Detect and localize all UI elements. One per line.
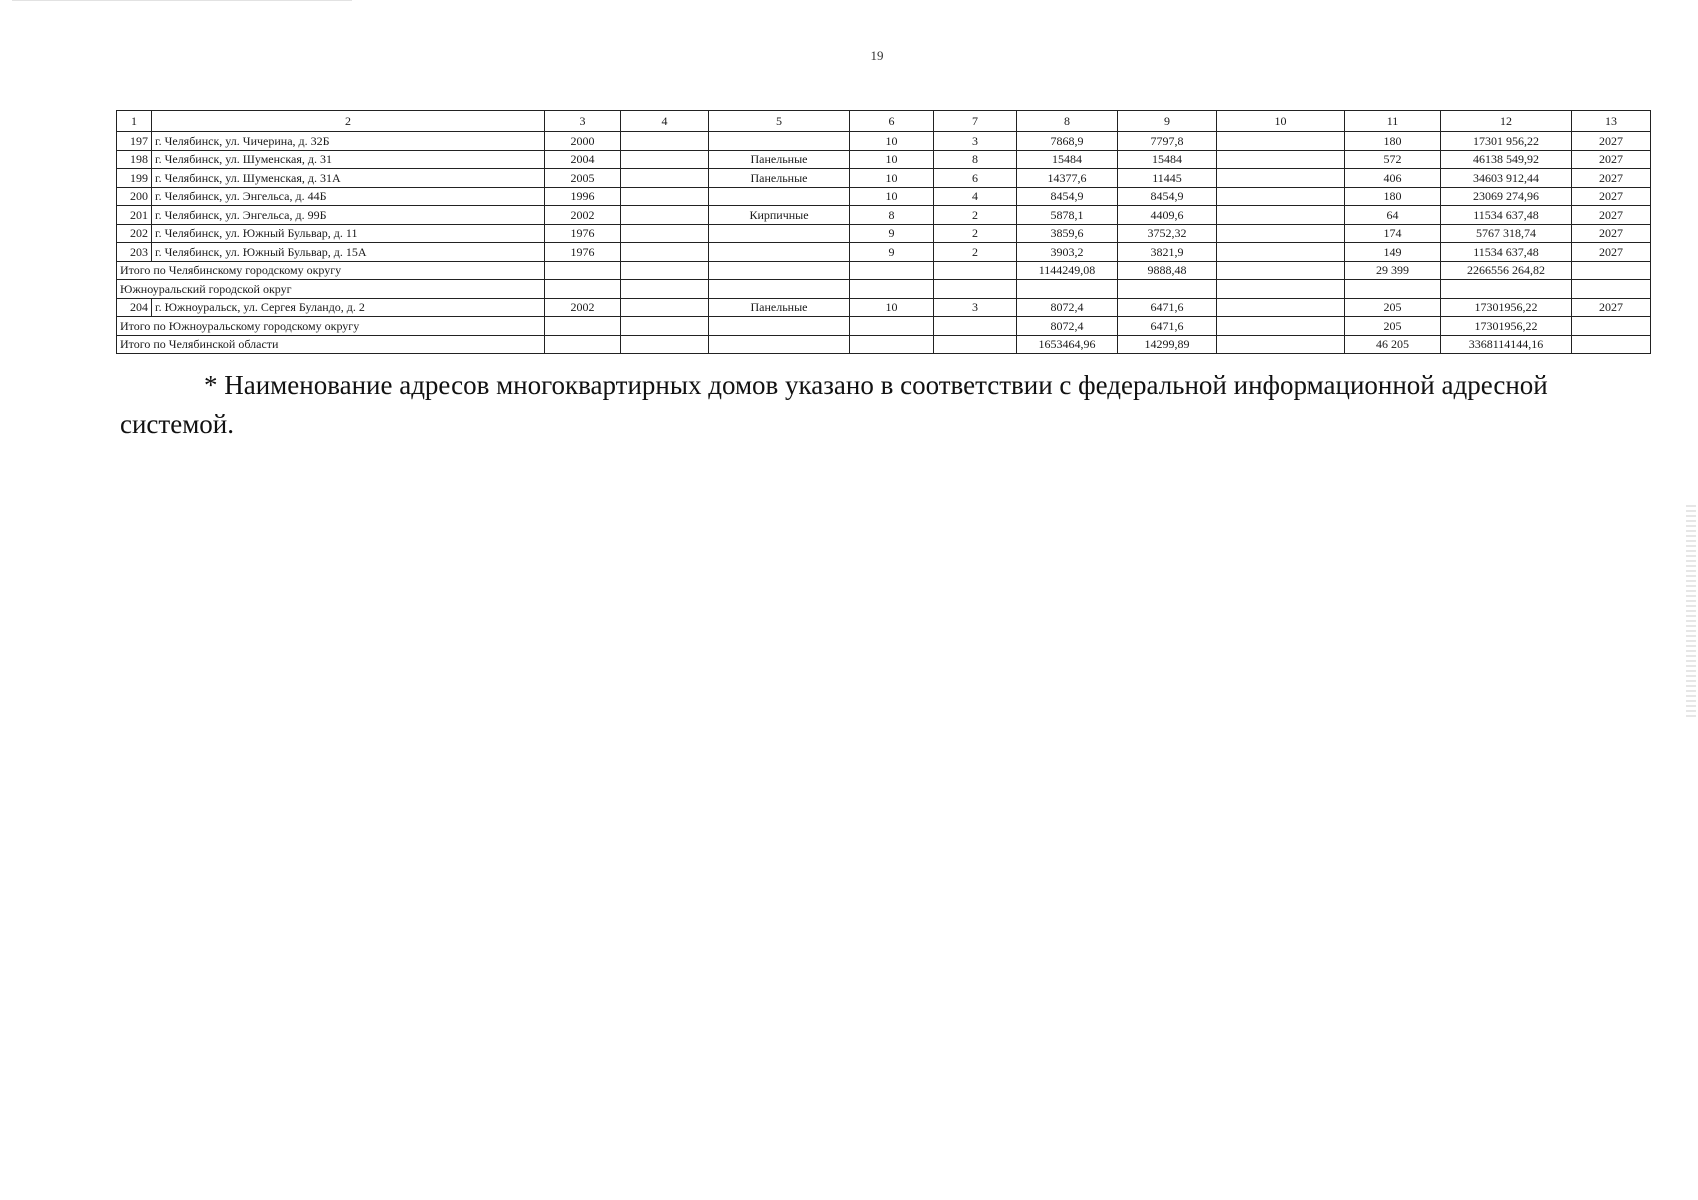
total-row [117, 261, 1651, 280]
col10-cell [1217, 150, 1345, 169]
entrances-cell: 3 [934, 298, 1017, 317]
empty-cell [545, 261, 621, 280]
table-row [117, 132, 1651, 151]
empty-cell [621, 261, 709, 280]
footnote: * Наименование адресов многоквартирных домов указано в соответствии с федеральной информационной адресной системой. [120, 370, 1548, 440]
total-row [117, 317, 1651, 336]
table-row [117, 187, 1651, 206]
living-area-cell: 6471,6 [1118, 298, 1217, 317]
plan-year-cell: 2027 [1572, 243, 1651, 262]
housing-registry-table [116, 110, 1651, 354]
col10-cell [1217, 187, 1345, 206]
material-cell: Кирпичные [709, 206, 850, 225]
col10-cell [1217, 206, 1345, 225]
section-label: Южноуральский городской округ [117, 280, 545, 299]
col4-cell [621, 243, 709, 262]
entrances-cell: 2 [934, 243, 1017, 262]
empty-cell [709, 317, 850, 336]
total-area-cell: 3903,2 [1017, 243, 1118, 262]
entrances-cell: 8 [934, 150, 1017, 169]
entrances-cell: 3 [934, 132, 1017, 151]
cost-cell: 11534 637,48 [1441, 206, 1572, 225]
column-header: 12 [1441, 111, 1572, 132]
empty-cell [1441, 280, 1572, 299]
col4-cell [621, 224, 709, 243]
empty-cell [1217, 317, 1345, 336]
empty-cell [934, 280, 1017, 299]
col4-cell [621, 187, 709, 206]
cost-cell: 46138 549,92 [1441, 150, 1572, 169]
empty-cell [1217, 280, 1345, 299]
living-area-cell: 3752,32 [1118, 224, 1217, 243]
year-cell: 2002 [545, 206, 621, 225]
residents-cell: 174 [1345, 224, 1441, 243]
total-total-area-cell: 8072,4 [1017, 317, 1118, 336]
table-row [117, 206, 1651, 225]
cost-cell: 11534 637,48 [1441, 243, 1572, 262]
empty-cell [850, 280, 934, 299]
column-header: 6 [850, 111, 934, 132]
col10-cell [1217, 132, 1345, 151]
scan-edge-mark [12, 0, 352, 7]
living-area-cell: 11445 [1118, 169, 1217, 188]
table-row [117, 298, 1651, 317]
address-cell: г. Челябинск, ул. Шуменская, д. 31 [152, 150, 545, 169]
total-cost-cell: 2266556 264,82 [1441, 261, 1572, 280]
empty-cell [850, 261, 934, 280]
row-number: 200 [117, 187, 152, 206]
col4-cell [621, 169, 709, 188]
residents-cell: 180 [1345, 132, 1441, 151]
material-cell: Панельные [709, 150, 850, 169]
total-total-area-cell: 1653464,96 [1017, 335, 1118, 354]
entrances-cell: 6 [934, 169, 1017, 188]
total-area-cell: 3859,6 [1017, 224, 1118, 243]
empty-cell [621, 335, 709, 354]
total-living-area-cell: 14299,89 [1118, 335, 1217, 354]
total-label: Итого по Южноуральскому городскому округу [117, 317, 545, 336]
col4-cell [621, 132, 709, 151]
cost-cell: 5767 318,74 [1441, 224, 1572, 243]
cost-cell: 23069 274,96 [1441, 187, 1572, 206]
col10-cell [1217, 243, 1345, 262]
residents-cell: 205 [1345, 298, 1441, 317]
table-body [117, 111, 1651, 354]
margin-stamp [1686, 505, 1696, 720]
empty-cell [545, 280, 621, 299]
floors-cell: 10 [850, 298, 934, 317]
residents-cell: 406 [1345, 169, 1441, 188]
entrances-cell: 4 [934, 187, 1017, 206]
living-area-cell: 4409,6 [1118, 206, 1217, 225]
plan-year-cell: 2027 [1572, 150, 1651, 169]
material-cell [709, 224, 850, 243]
column-header: 11 [1345, 111, 1441, 132]
floors-cell: 9 [850, 243, 934, 262]
row-number: 202 [117, 224, 152, 243]
total-row [117, 335, 1651, 354]
column-header: 10 [1217, 111, 1345, 132]
table-row [117, 150, 1651, 169]
material-cell [709, 243, 850, 262]
living-area-cell: 3821,9 [1118, 243, 1217, 262]
empty-cell [709, 280, 850, 299]
year-cell: 1976 [545, 243, 621, 262]
plan-year-cell: 2027 [1572, 224, 1651, 243]
empty-cell [1217, 261, 1345, 280]
entrances-cell: 2 [934, 224, 1017, 243]
floors-cell: 8 [850, 206, 934, 225]
column-header: 1 [117, 111, 152, 132]
empty-cell [1217, 335, 1345, 354]
col4-cell [621, 206, 709, 225]
empty-cell [1345, 280, 1441, 299]
empty-cell [1017, 280, 1118, 299]
column-header: 5 [709, 111, 850, 132]
year-cell: 2005 [545, 169, 621, 188]
column-header: 2 [152, 111, 545, 132]
address-cell: г. Челябинск, ул. Южный Бульвар, д. 11 [152, 224, 545, 243]
total-area-cell: 14377,6 [1017, 169, 1118, 188]
plan-year-cell: 2027 [1572, 298, 1651, 317]
total-label: Итого по Челябинской области [117, 335, 545, 354]
row-number: 197 [117, 132, 152, 151]
cost-cell: 34603 912,44 [1441, 169, 1572, 188]
empty-cell [934, 317, 1017, 336]
total-area-cell: 8072,4 [1017, 298, 1118, 317]
section-row [117, 280, 1651, 299]
total-residents-cell: 29 399 [1345, 261, 1441, 280]
total-area-cell: 15484 [1017, 150, 1118, 169]
row-number: 199 [117, 169, 152, 188]
empty-cell [934, 335, 1017, 354]
empty-cell [709, 261, 850, 280]
plan-year-cell: 2027 [1572, 169, 1651, 188]
address-cell: г. Южноуральск, ул. Сергея Буландо, д. 2 [152, 298, 545, 317]
year-cell: 2000 [545, 132, 621, 151]
address-cell: г. Челябинск, ул. Энгельса, д. 99Б [152, 206, 545, 225]
empty-cell [1572, 335, 1651, 354]
total-cost-cell: 3368114144,16 [1441, 335, 1572, 354]
table-row [117, 243, 1651, 262]
address-cell: г. Челябинск, ул. Шуменская, д. 31А [152, 169, 545, 188]
empty-cell [934, 261, 1017, 280]
col4-cell [621, 150, 709, 169]
total-living-area-cell: 9888,48 [1118, 261, 1217, 280]
empty-cell [621, 280, 709, 299]
cost-cell: 17301 956,22 [1441, 132, 1572, 151]
col10-cell [1217, 224, 1345, 243]
row-number: 198 [117, 150, 152, 169]
address-cell: г. Челябинск, ул. Чичерина, д. 32Б [152, 132, 545, 151]
column-header: 13 [1572, 111, 1651, 132]
total-residents-cell: 46 205 [1345, 335, 1441, 354]
total-cost-cell: 17301956,22 [1441, 317, 1572, 336]
entrances-cell: 2 [934, 206, 1017, 225]
floors-cell: 9 [850, 224, 934, 243]
floors-cell: 10 [850, 169, 934, 188]
material-cell: Панельные [709, 169, 850, 188]
empty-cell [709, 335, 850, 354]
material-cell: Панельные [709, 298, 850, 317]
living-area-cell: 8454,9 [1118, 187, 1217, 206]
total-total-area-cell: 1144249,08 [1017, 261, 1118, 280]
total-residents-cell: 205 [1345, 317, 1441, 336]
address-cell: г. Челябинск, ул. Энгельса, д. 44Б [152, 187, 545, 206]
column-header: 7 [934, 111, 1017, 132]
column-header: 4 [621, 111, 709, 132]
address-cell: г. Челябинск, ул. Южный Бульвар, д. 15А [152, 243, 545, 262]
row-number: 201 [117, 206, 152, 225]
plan-year-cell: 2027 [1572, 187, 1651, 206]
living-area-cell: 7797,8 [1118, 132, 1217, 151]
table-row [117, 169, 1651, 188]
empty-cell [1118, 280, 1217, 299]
year-cell: 2002 [545, 298, 621, 317]
row-number: 204 [117, 298, 152, 317]
total-label: Итого по Челябинскому городскому округу [117, 261, 545, 280]
year-cell: 2004 [545, 150, 621, 169]
page-number: 19 [870, 48, 884, 63]
empty-cell [545, 317, 621, 336]
floors-cell: 10 [850, 187, 934, 206]
column-header: 3 [545, 111, 621, 132]
empty-cell [1572, 261, 1651, 280]
residents-cell: 149 [1345, 243, 1441, 262]
table-row [117, 224, 1651, 243]
material-cell [709, 132, 850, 151]
empty-cell [1572, 280, 1651, 299]
floors-cell: 10 [850, 150, 934, 169]
year-cell: 1976 [545, 224, 621, 243]
residents-cell: 180 [1345, 187, 1441, 206]
cost-cell: 17301956,22 [1441, 298, 1572, 317]
total-living-area-cell: 6471,6 [1118, 317, 1217, 336]
material-cell [709, 187, 850, 206]
row-number: 203 [117, 243, 152, 262]
empty-cell [850, 317, 934, 336]
column-header: 8 [1017, 111, 1118, 132]
plan-year-cell: 2027 [1572, 206, 1651, 225]
col10-cell [1217, 298, 1345, 317]
total-area-cell: 8454,9 [1017, 187, 1118, 206]
col4-cell [621, 298, 709, 317]
residents-cell: 64 [1345, 206, 1441, 225]
table-header-row [117, 111, 1651, 132]
plan-year-cell: 2027 [1572, 132, 1651, 151]
living-area-cell: 15484 [1118, 150, 1217, 169]
total-area-cell: 5878,1 [1017, 206, 1118, 225]
empty-cell [545, 335, 621, 354]
residents-cell: 572 [1345, 150, 1441, 169]
column-header: 9 [1118, 111, 1217, 132]
empty-cell [621, 317, 709, 336]
floors-cell: 10 [850, 132, 934, 151]
year-cell: 1996 [545, 187, 621, 206]
col10-cell [1217, 169, 1345, 188]
total-area-cell: 7868,9 [1017, 132, 1118, 151]
empty-cell [1572, 317, 1651, 336]
empty-cell [850, 335, 934, 354]
